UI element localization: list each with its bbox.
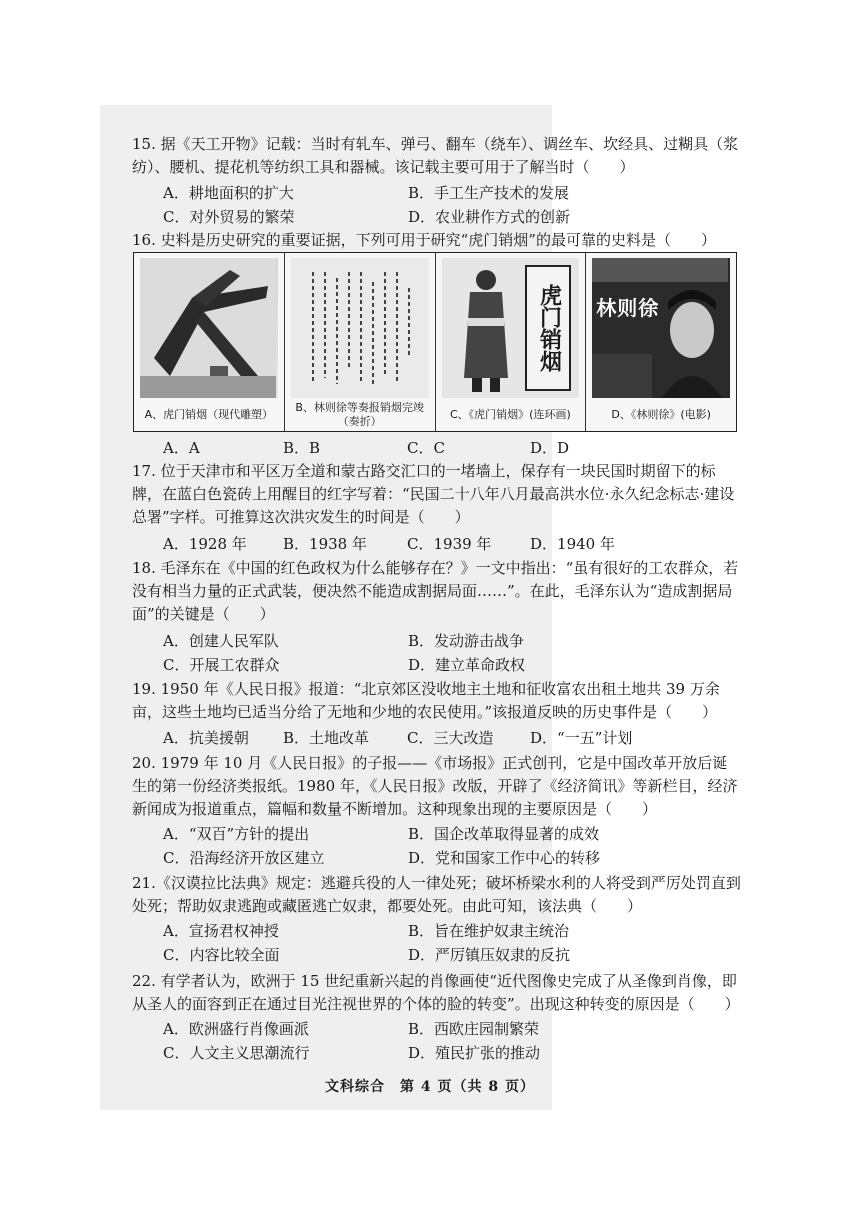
q20-option-b: B．国企改革取得显著的成效 — [408, 825, 600, 843]
q18-option-a: A．创建人民军队 — [163, 632, 279, 650]
q22-option-c: C．人文主义思潮流行 — [163, 1044, 310, 1062]
q16-option-c: C．C — [407, 439, 445, 457]
q15-option-c: C．对外贸易的繁荣 — [163, 208, 295, 226]
comic-image — [442, 258, 580, 398]
sculpture-image — [140, 258, 278, 398]
q19-option-a: A．抗美援朝 — [163, 729, 249, 747]
question-21 — [132, 872, 742, 918]
q22-option-b: B．西欧庄园制繁荣 — [408, 1020, 540, 1038]
film-poster-image — [592, 258, 730, 398]
question-16 — [132, 229, 742, 252]
q17-option-d: D．1940 年 — [530, 535, 615, 553]
question-18-stem: 18. 毛泽东在《中国的红色政权为什么能够存在？》一文中指出：“虽有很好的工农群众，若没有相当力量的正式武装，便决然不能造成割据局面……”。在此，毛泽东认为“造成割据局面”的关键是（ ） — [132, 559, 739, 623]
q15-option-d: D．农业耕作方式的创新 — [408, 208, 571, 226]
q22-option-d: D．殖民扩张的推动 — [408, 1044, 541, 1062]
q20-option-c: C．沿海经济开放区建立 — [163, 849, 325, 867]
question-21-stem: 21.《汉谟拉比法典》规定：逃避兵役的人一律处死；破坏桥梁水利的人将受到严厉处罚直到处死；帮助奴隶逃跑或藏匿逃亡奴隶，都要处死。由此可知，该法典（ ） — [132, 874, 741, 915]
question-16-stem: 16. 史料是历史研究的重要证据，下列可用于研究“虎门销烟”的最可靠的史料是（ ） — [132, 231, 716, 249]
film-poster-drawing — [592, 258, 728, 398]
q22-option-a: A．欧洲盛行肖像画派 — [163, 1020, 309, 1038]
q19-option-b: B．土地改革 — [283, 729, 370, 747]
q16-option-d: D．D — [530, 439, 570, 457]
q18-option-b: B．发动游击战争 — [408, 632, 525, 650]
source-d-caption: D、《林则徐》(电影) — [611, 407, 711, 421]
q21-option-a: A．宣扬君权神授 — [163, 922, 279, 940]
q16-option-b: B．B — [283, 439, 321, 457]
source-c-cell — [436, 253, 587, 431]
memorial-manuscript-image — [291, 258, 429, 398]
source-a-caption: A、虎门销烟（现代雕塑） — [144, 407, 274, 421]
question-17-stem: 17. 位于天津市和平区万全道和蒙古路交汇口的一堵墙上，保存有一块民国时期留下的标牌，在蓝白色瓷砖上用醒目的红字写着：“民国二十八年八月最高洪水位·永久纪念标志·建设总署”字样。可推算这次洪灾发生的时间是（ ） — [132, 462, 735, 526]
q17-option-b: B．1938 年 — [283, 535, 367, 553]
q21-option-c: C．内容比较全面 — [163, 946, 280, 964]
source-figure-table — [133, 252, 737, 432]
q17-option-a: A．1928 年 — [163, 535, 247, 553]
question-17 — [132, 460, 742, 529]
question-18 — [132, 557, 742, 626]
page-footer: 文科综合 第 4 页（共 8 页） — [325, 1079, 535, 1095]
q21-option-b: B．旨在维护奴隶主统治 — [408, 922, 570, 940]
question-22 — [132, 970, 742, 1016]
q16-option-a: A．A — [163, 439, 200, 457]
source-d-cell — [586, 253, 736, 431]
film-title: 林则徐 — [596, 296, 660, 320]
q20-option-a: A．“双百”方针的提出 — [163, 825, 310, 843]
question-15-stem: 15. 据《天工开物》记载：当时有轧车、弹弓、翻车（绕车）、调丝车、坎经具、过糊具（浆纺）、腰机、提花机等纺织工具和器械。该记载主要可用于了解当时（ ） — [132, 135, 739, 176]
q20-option-d: D．党和国家工作中心的转移 — [408, 849, 601, 867]
question-20-stem: 20. 1979 年 10 月《人民日报》的子报——《市场报》正式创刊，它是中国改革开放后诞生的第一份经济类报纸。1980 年，《人民日报》改版，开辟了《经济简讯》等新栏目，经济新闻成为报道重点，篇幅和数量不断增加。这种现象出现的主要原因是（ ） — [132, 754, 738, 818]
source-b-cell — [285, 253, 436, 431]
question-19-stem: 19. 1950 年《人民日报》报道：“北京郊区没收地主土地和征收富农出租土地共 39 万余亩，这些土地均已适当分给了无地和少地的农民使用。”该报道反映的历史事件是（ ） — [132, 680, 720, 721]
question-19 — [132, 678, 742, 724]
q18-option-c: C．开展工农群众 — [163, 656, 280, 674]
question-22-stem: 22. 有学者认为，欧洲于 15 世纪重新兴起的肖像画使“近代图像史完成了从圣像到肖像，即从圣人的面容到正在通过目光注视世界的个体的脸的转变”。出现这种转变的原因是（ ） — [132, 972, 740, 1013]
q19-option-c: C．三大改造 — [407, 729, 494, 747]
q15-option-b: B．手工生产技术的发展 — [408, 184, 570, 202]
source-b-caption: B、林则徐等奏报销烟完竣（奏折） — [295, 400, 424, 428]
q19-option-d: D．“一五”计划 — [530, 729, 633, 747]
q21-option-d: D．严厉镇压奴隶的反抗 — [408, 946, 571, 964]
sculpture-drawing — [140, 258, 276, 398]
comic-title: 虎门销烟 — [536, 284, 563, 372]
manuscript-drawing — [291, 258, 427, 398]
q15-option-a: A．耕地面积的扩大 — [163, 184, 294, 202]
source-c-caption: C、《虎门销烟》(连环画) — [449, 407, 571, 421]
source-a-cell — [134, 253, 285, 431]
question-15 — [132, 133, 742, 179]
q18-option-d: D．建立革命政权 — [408, 656, 526, 674]
q17-option-c: C．1939 年 — [407, 535, 492, 553]
question-20 — [132, 752, 742, 821]
